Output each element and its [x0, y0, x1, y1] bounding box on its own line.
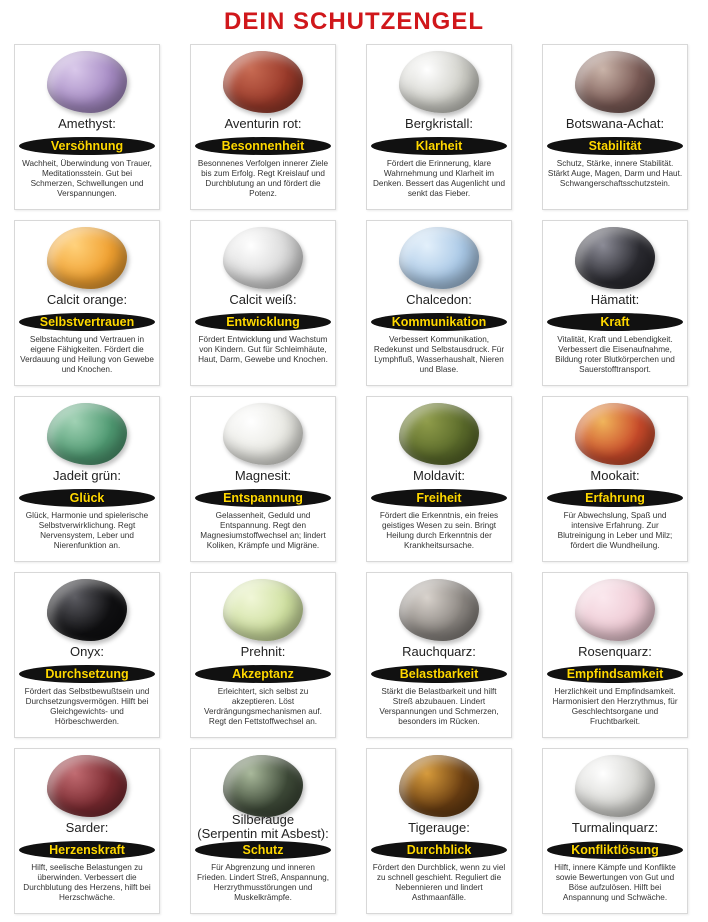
stone-card [190, 220, 336, 386]
stone-card [542, 396, 688, 562]
stone-description: Wachheit, Überwindung von Trauer, Meditationsstein. Gut bei Schmerzen, Schwellungen und Verspannungen. [22, 159, 152, 198]
keyword-label: Kommunikation [391, 315, 487, 329]
stone-description: Erleichtert, sich selbst zu akzeptieren. Löst Verdrängungsmechanismen auf. Regt den Fettstoffwechsel an. [204, 687, 322, 726]
keyword-label: Durchblick [406, 843, 472, 857]
stone-image [575, 227, 655, 289]
stone-name: Amethyst: [58, 116, 116, 131]
stone-image [223, 227, 303, 289]
stone-name: Hämatit: [590, 292, 640, 307]
stone-description: Stärkt die Belastbarkeit und hilft Streß abzubauen. Lindert Verspannungen und Schmerzen, besonders im Rücken. [379, 687, 499, 726]
stone-image [47, 51, 127, 113]
stone-card [366, 44, 512, 210]
stone-name: Sarder: [65, 820, 109, 835]
stone-name: Tigerauge: [408, 820, 470, 835]
stone-image [575, 51, 655, 113]
keyword-banner [195, 665, 331, 683]
keyword-banner [547, 137, 683, 155]
stone-card [190, 396, 336, 562]
keyword-label: Klarheit [415, 139, 463, 153]
stone-description: Selbstachtung und Vertrauen in eigene Fähigkeiten. Fördert die Verdauung und Heilung von Gewebe und Knochen. [20, 335, 154, 374]
keyword-label: Selbstvertrauen [39, 315, 135, 329]
stone-name: Botswana-Achat: [565, 116, 665, 131]
stone-card [190, 572, 336, 738]
stone-card [190, 748, 336, 914]
keyword-banner [19, 841, 155, 859]
stone-name: Prehnit: [240, 644, 286, 659]
keyword-banner [195, 313, 331, 331]
stone-card [14, 572, 160, 738]
keyword-label: Entwicklung [226, 315, 300, 329]
keyword-banner [195, 489, 331, 507]
keyword-label: Stabilität [588, 139, 642, 153]
stone-description: Fördert das Selbstbewußtsein und Durchsetzungsvermögen. Hilft bei Gleichgewichts- und Hörbeschwerden. [24, 687, 150, 726]
stone-image [399, 755, 479, 817]
stone-name: Aventurin rot: [224, 116, 302, 131]
keyword-banner [195, 841, 331, 859]
keyword-banner [371, 137, 507, 155]
stone-name: Bergkristall: [405, 116, 473, 131]
stone-card [542, 572, 688, 738]
stone-image [399, 579, 479, 641]
keyword-banner [547, 841, 683, 859]
keyword-label: Konfliktlösung [571, 843, 659, 857]
stone-card [14, 220, 160, 386]
stone-description: Vitalität, Kraft und Lebendigkeit. Verbessert die Eisenaufnahme, Bildung roter Blutkörperchen und Sauerstofftransport. [555, 335, 675, 374]
keyword-label: Herzenskraft [49, 843, 125, 857]
keyword-label: Durchsetzung [45, 667, 129, 681]
stone-card [366, 748, 512, 914]
keyword-label: Empfindsamkeit [566, 667, 664, 681]
stone-name: Moldavit: [412, 468, 466, 483]
stone-description: Besonnenes Verfolgen innerer Ziele bis zum Erfolg. Regt Kreislauf und Durchblutung an und fördert die Potenz. [197, 159, 329, 198]
keyword-banner [371, 665, 507, 683]
stone-card [14, 396, 160, 562]
keyword-banner [371, 489, 507, 507]
stone-card [190, 44, 336, 210]
stone-description: Fördert die Erkenntnis, ein freies geistiges Wesen zu sein. Bringt Heilung durch Erkenntnis der Krankheitsursache. [379, 511, 499, 550]
stone-card [366, 220, 512, 386]
keyword-banner [371, 313, 507, 331]
stone-image [399, 403, 479, 465]
stone-image [575, 755, 655, 817]
keyword-banner [547, 665, 683, 683]
keyword-label: Glück [69, 491, 105, 505]
keyword-banner [547, 489, 683, 507]
keyword-label: Schutz [242, 843, 284, 857]
keyword-banner [19, 313, 155, 331]
stone-name: Rauchquarz: [402, 644, 476, 659]
stone-image [47, 579, 127, 641]
stone-card [14, 748, 160, 914]
stone-card [542, 44, 688, 210]
stone-grid [14, 44, 688, 914]
keyword-banner [371, 841, 507, 859]
stone-name: Silberauge (Serpentin mit Asbest): [197, 812, 329, 841]
stone-image [223, 579, 303, 641]
stone-name: Calcit weiß: [229, 292, 297, 307]
stone-description: Verbessert Kommunikation, Redekunst und Selbstausdruck. Für Lymphfluß, Wasserhaushalt, Nieren und Blase. [373, 335, 505, 374]
stone-image [399, 51, 479, 113]
keyword-label: Entspannung [223, 491, 303, 505]
stone-card [366, 572, 512, 738]
stone-description: Hilft, seelische Belastungen zu überwinden. Verbessert die Durchblutung des Herzens, hilft bei Herzschwäche. [23, 863, 151, 902]
keyword-label: Belastbarkeit [399, 667, 479, 681]
stone-description: Fördert Entwicklung und Wachstum von Kindern. Gut für Schleimhäute, Haut, Darm, Gewebe und Knochen. [198, 335, 328, 364]
stone-image [399, 227, 479, 289]
stone-name: Onyx: [70, 644, 104, 659]
stone-card [542, 748, 688, 914]
keyword-label: Versöhnung [50, 139, 124, 153]
stone-name: Chalcedon: [406, 292, 472, 307]
stone-card [14, 44, 160, 210]
stone-image [575, 403, 655, 465]
stone-description: Fördert die Erinnerung, klare Wahrnehmung und Klarheit im Denken. Bessert das Augenlicht und senkt das Fieber. [373, 159, 505, 198]
stone-image [223, 403, 303, 465]
stone-description: Für Abwechslung, Spaß und intensive Erfahrung. Zur Blutreinigung in Leber und Milz; fördert die Wundheilung. [557, 511, 673, 550]
keyword-label: Freiheit [416, 491, 462, 505]
stone-image [47, 403, 127, 465]
keyword-banner [19, 665, 155, 683]
stone-image [223, 51, 303, 113]
stone-card [366, 396, 512, 562]
stone-name: Turmalinquarz: [571, 820, 659, 835]
keyword-banner [195, 137, 331, 155]
keyword-banner [19, 137, 155, 155]
stone-description: Fördert den Durchblick, wenn zu viel zu schnell geschieht. Reguliert die Nebennieren und lindert Asthmaanfälle. [372, 863, 506, 902]
stone-description: Glück, Harmonie und spielerische Selbstverwirklichung. Regt Nervensystem, Leber und Nierenfunktion an. [25, 511, 149, 550]
stone-image [575, 579, 655, 641]
stone-image [223, 755, 303, 817]
stone-image [47, 755, 127, 817]
keyword-label: Kraft [600, 315, 630, 329]
page-title: DEIN SCHUTZENGEL [223, 8, 484, 35]
stone-name: Calcit orange: [46, 292, 128, 307]
keyword-banner [547, 313, 683, 331]
stone-description: Schutz, Stärke, innere Stabilität. Stärkt Auge, Magen, Darm und Haut. Schwangerschaftsschutzstein. [547, 159, 683, 188]
keyword-label: Erfahrung [585, 491, 645, 505]
stone-name: Jadeit grün: [53, 468, 121, 483]
keyword-banner [19, 489, 155, 507]
stone-description: Herzlichkeit und Empfindsamkeit. Harmonisiert den Herzrythmus, für Geschlechtsorgane und Fruchtbarkeit. [552, 687, 678, 726]
stone-description: Für Abgrenzung und inneren Frieden. Lindert Streß, Anspannung, Herzrythmusstörungen und Muskelkrämpfe. [197, 863, 329, 902]
keyword-label: Akzeptanz [232, 667, 294, 681]
stone-image [47, 227, 127, 289]
stone-description: Gelassenheit, Geduld und Entspannung. Regt den Magnesiumstoffwechsel an; lindert Koliken, Krämpfe und Migräne. [200, 511, 326, 550]
stone-name: Mookait: [590, 468, 640, 483]
stone-name: Rosenquarz: [578, 644, 652, 659]
stone-name: Magnesit: [234, 468, 292, 483]
stone-card [542, 220, 688, 386]
stone-description: Hilft, innere Kämpfe und Konflikte sowie Bewertungen von Gut und Böse aufzulösen. Hilft bei Anspannung und Schwäche. [554, 863, 676, 902]
keyword-label: Besonnenheit [221, 139, 305, 153]
